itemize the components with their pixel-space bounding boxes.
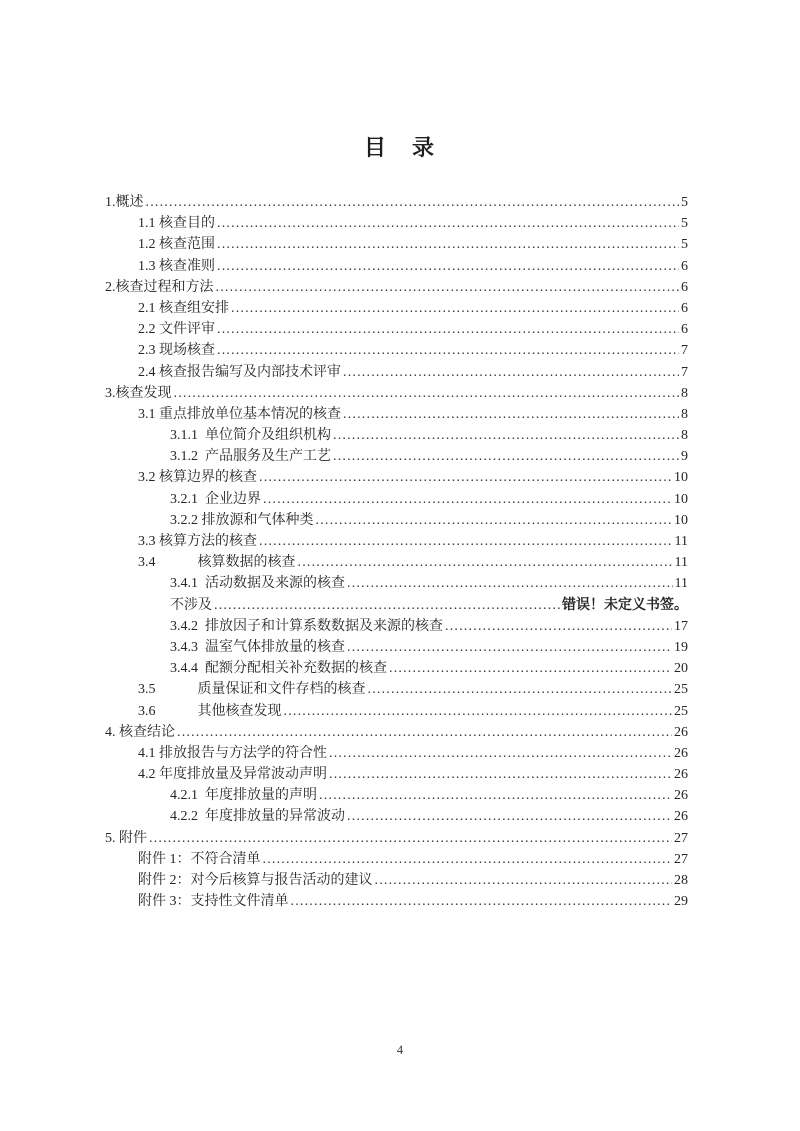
toc-page-number: 26 — [674, 767, 688, 783]
toc-entry[interactable] — [105, 256, 688, 277]
toc-entry[interactable] — [105, 298, 688, 319]
toc-page-number: 5 — [681, 195, 688, 210]
toc-entry-label: 3.4.3 温室气体排放量的核查 — [170, 639, 345, 655]
toc-entry-label: 1.2 核查范围 — [138, 237, 215, 253]
toc-entry[interactable] — [105, 764, 688, 785]
toc-entry-label: 4.2 年度排放量及异常波动声明 — [138, 767, 327, 783]
toc-entry-label: 附件 1：不符合清单 — [138, 851, 261, 867]
toc-dot-leader — [217, 256, 679, 277]
toc-entry-label: 3.6 其他核查发现 — [138, 703, 282, 719]
toc-page-number: 10 — [674, 491, 688, 507]
toc-page-number: 19 — [674, 639, 688, 655]
toc-dot-leader — [329, 743, 672, 764]
toc-entry[interactable] — [105, 446, 688, 467]
toc-entry[interactable] — [105, 510, 688, 531]
toc-page-number: 错误！未定义书签。 — [562, 597, 688, 613]
toc-dot-leader — [149, 828, 672, 849]
toc-entry-label: 4.1 排放报告与方法学的符合性 — [138, 745, 327, 761]
toc-entry-label: 3.5 质量保证和文件存档的核查 — [138, 682, 366, 698]
toc-entry-label: 3.1 重点排放单位基本情况的核查 — [138, 406, 341, 422]
toc-page-number: 6 — [681, 258, 688, 274]
toc-page-number: 8 — [681, 385, 688, 401]
toc-entry-label: 3.2.2 排放源和气体种类 — [170, 512, 314, 528]
toc-page-number: 8 — [681, 428, 688, 444]
toc-entry-label: 3.2.1 企业边界 — [170, 491, 261, 507]
toc-dot-leader — [259, 531, 673, 552]
toc-entry[interactable] — [105, 277, 688, 298]
toc-dot-leader — [329, 764, 672, 785]
toc-entry[interactable] — [105, 806, 688, 827]
toc-entry-label: 4.2.1 年度排放量的声明 — [170, 788, 317, 804]
toc-dot-leader — [177, 722, 672, 743]
toc-entry[interactable] — [105, 489, 688, 510]
toc-entry[interactable] — [105, 340, 688, 361]
toc-page-number: 20 — [674, 661, 688, 677]
toc-page-number: 7 — [681, 364, 688, 380]
toc-dot-leader — [263, 849, 673, 870]
toc-page-number: 6 — [681, 322, 688, 338]
toc-page-number: 11 — [674, 576, 688, 592]
toc-entry[interactable] — [105, 616, 688, 637]
toc-page-number: 11 — [674, 555, 688, 571]
toc-dot-leader — [368, 679, 673, 700]
toc-page-number: 17 — [674, 618, 688, 634]
toc-entry[interactable] — [105, 785, 688, 806]
toc-page-number: 11 — [674, 534, 688, 549]
toc-entry-label: 2.2 文件评审 — [138, 322, 215, 338]
toc-entry[interactable] — [105, 849, 688, 870]
toc-entry[interactable] — [105, 362, 688, 383]
toc-page-number: 10 — [674, 512, 688, 528]
toc-entry[interactable] — [105, 870, 688, 891]
toc-page-number: 6 — [681, 300, 688, 316]
toc-entry-label: 附件 3：支持性文件清单 — [138, 894, 289, 910]
toc-entry-label: 3.4.4 配额分配相关补充数据的核查 — [170, 661, 387, 677]
toc-dot-leader — [231, 298, 679, 319]
toc-entry-label: 不涉及 — [170, 597, 212, 613]
table-of-contents — [105, 192, 688, 912]
toc-entry-label: 4.2.2 年度排放量的异常波动 — [170, 809, 345, 825]
toc-page-number: 26 — [674, 788, 688, 804]
toc-entry-label: 5. 附件 — [105, 830, 147, 846]
toc-dot-leader — [216, 277, 680, 298]
toc-entry-label: 1.3 核查准则 — [138, 258, 215, 274]
toc-dot-leader — [343, 362, 679, 383]
toc-entry[interactable] — [105, 552, 688, 573]
toc-page-number: 26 — [674, 724, 688, 740]
toc-entry-label: 1.1 核查目的 — [138, 216, 215, 232]
toc-dot-leader — [316, 510, 673, 531]
toc-entry[interactable] — [105, 383, 688, 404]
toc-page-number: 10 — [674, 470, 688, 486]
toc-dot-leader — [146, 192, 680, 213]
toc-entry[interactable] — [105, 531, 688, 552]
toc-entry[interactable] — [105, 573, 688, 594]
toc-page-number: 26 — [674, 745, 688, 761]
toc-entry-label: 3.1.2 产品服务及生产工艺 — [170, 449, 331, 465]
toc-dot-leader — [217, 319, 679, 340]
toc-dot-leader — [343, 404, 679, 425]
toc-dot-leader — [214, 595, 560, 616]
toc-entry-label: 3.4.1 活动数据及来源的核查 — [170, 576, 345, 592]
toc-entry-label: 4. 核查结论 — [105, 724, 175, 740]
toc-entry[interactable] — [105, 234, 688, 255]
toc-dot-leader — [347, 573, 673, 594]
toc-entry-label: 2.核查过程和方法 — [105, 279, 214, 295]
toc-dot-leader — [217, 340, 679, 361]
toc-entry-label: 1.概述 — [105, 195, 144, 210]
toc-entry[interactable] — [105, 467, 688, 488]
toc-entry[interactable] — [105, 658, 688, 679]
toc-entry-label: 3.核查发现 — [105, 385, 172, 401]
toc-entry[interactable] — [105, 595, 688, 616]
toc-entry[interactable] — [105, 891, 688, 912]
toc-entry[interactable] — [105, 404, 688, 425]
toc-page-number: 7 — [681, 343, 688, 359]
toc-entry-label: 3.3 核算方法的核查 — [138, 534, 257, 549]
toc-entry[interactable] — [105, 828, 688, 849]
toc-page-number: 9 — [681, 449, 688, 465]
toc-dot-leader — [263, 489, 672, 510]
toc-entry-label: 3.4 核算数据的核查 — [138, 555, 296, 571]
toc-page-number: 8 — [681, 406, 688, 422]
toc-dot-leader — [217, 213, 679, 234]
toc-dot-leader — [298, 552, 673, 573]
toc-entry-label: 3.1.1 单位简介及组织机构 — [170, 428, 331, 444]
toc-dot-leader — [174, 383, 680, 404]
toc-entry[interactable] — [105, 743, 688, 764]
toc-dot-leader — [389, 658, 672, 679]
toc-entry[interactable] — [105, 722, 688, 743]
toc-entry[interactable] — [105, 319, 688, 340]
toc-page-number: 29 — [674, 894, 688, 910]
toc-dot-leader — [445, 616, 672, 637]
toc-page-number: 5 — [681, 237, 688, 253]
toc-dot-leader — [284, 701, 673, 722]
toc-dot-leader — [333, 425, 679, 446]
toc-dot-leader — [333, 446, 679, 467]
footer-page-number: 4 — [396, 1043, 404, 1057]
toc-entry-label: 2.4 核查报告编写及内部技术评审 — [138, 364, 341, 380]
toc-page-number: 6 — [681, 279, 688, 295]
toc-page-number: 28 — [674, 873, 688, 888]
toc-entry[interactable] — [105, 192, 688, 213]
toc-dot-leader — [347, 637, 672, 658]
toc-entry-label: 3.2 核算边界的核查 — [138, 470, 257, 486]
toc-dot-leader — [259, 467, 672, 488]
toc-entry[interactable] — [105, 213, 688, 234]
toc-page-number: 25 — [674, 703, 688, 719]
toc-entry-label: 附件 2：对今后核算与报告活动的建议 — [138, 873, 373, 888]
toc-entry[interactable] — [105, 425, 688, 446]
toc-dot-leader — [319, 785, 672, 806]
toc-dot-leader — [291, 891, 673, 912]
toc-entry[interactable] — [105, 679, 688, 700]
toc-entry[interactable] — [105, 701, 688, 722]
toc-entry[interactable] — [105, 637, 688, 658]
toc-dot-leader — [347, 806, 672, 827]
toc-entry-label: 2.1 核查组安排 — [138, 300, 229, 316]
toc-page-number: 27 — [674, 830, 688, 846]
page-title: 目 录 — [363, 135, 436, 160]
toc-page-number: 26 — [674, 809, 688, 825]
toc-dot-leader — [375, 870, 673, 891]
toc-page-number: 5 — [681, 216, 688, 232]
toc-entry-label: 2.3 现场核查 — [138, 343, 215, 359]
toc-page-number: 25 — [674, 682, 688, 698]
toc-entry-label: 3.4.2 排放因子和计算系数数据及来源的核查 — [170, 618, 443, 634]
toc-dot-leader — [217, 234, 679, 255]
toc-page-number: 27 — [674, 851, 688, 867]
